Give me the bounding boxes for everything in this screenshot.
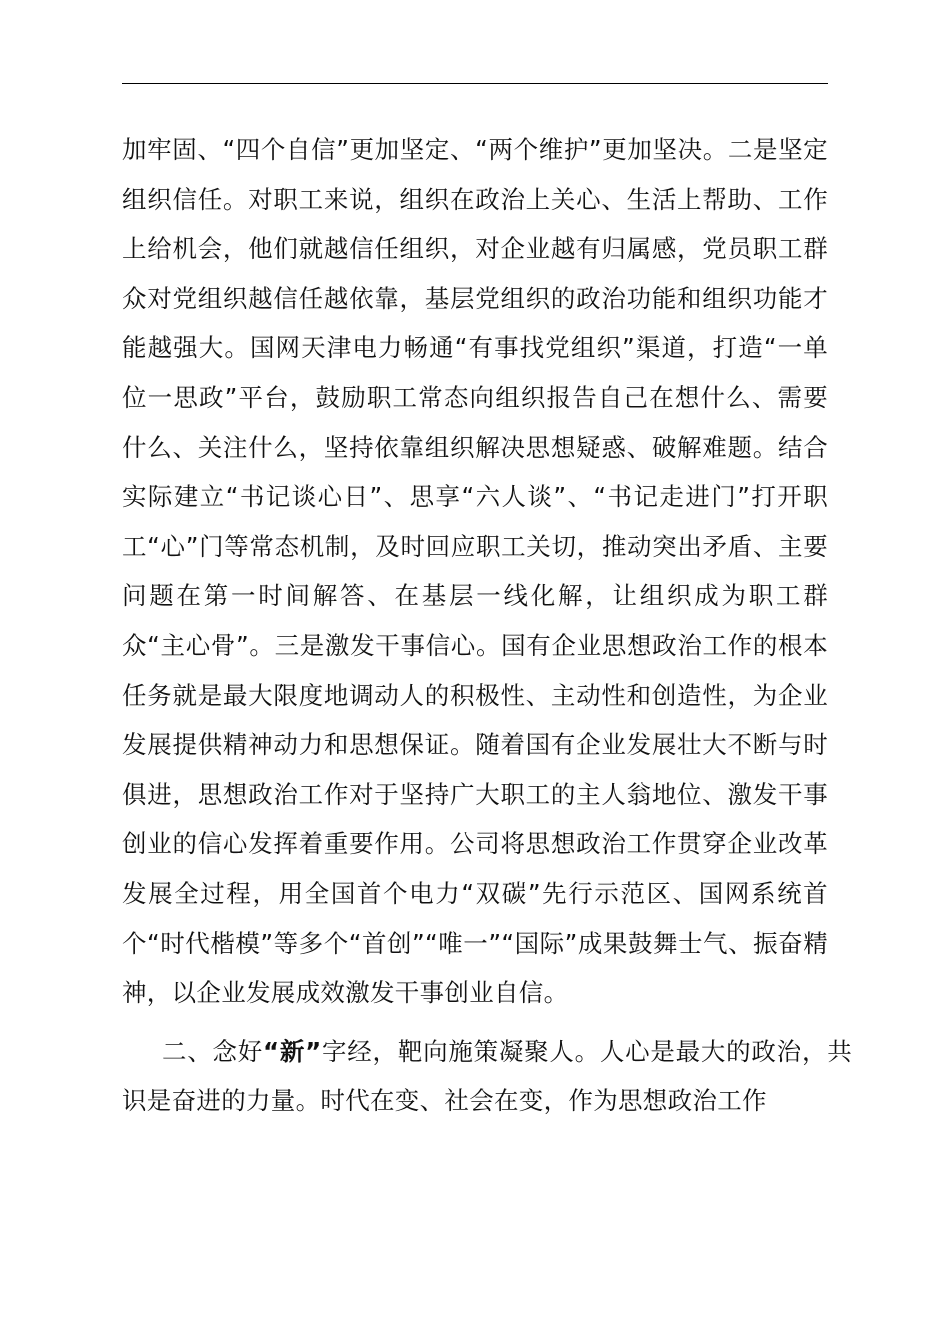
header-rule [122, 83, 828, 84]
paragraph-2-suffix: 字经，靶向施策凝聚人。人心是最大的政治，共识是奋进的力量。时代在变、社会在变，作为思想政治工作 [122, 1036, 853, 1116]
paragraph-2-prefix: 二、念好 [162, 1036, 264, 1066]
paragraph-2 [122, 1027, 852, 1126]
paragraph-2-emphasis: “新” [263, 1036, 322, 1066]
document-body [122, 125, 853, 1126]
paragraph-1: 加牢固、“四个自信”更加坚定、“两个维护”更加坚决。二是坚定组织信任。对职工来说，组织在政治上关心、生活上帮助、工作上给机会，他们就越信任组织，对企业越有归属感，党员职工群众对党组织越信任越依靠，基层党组织的政治功能和组织功能才能越强大。国网天津电力畅通“有事找党组织”渠道，打造“一单位一思政”平台，鼓励职工常态向组织报告自己在想什么、需要什么、关注什么，坚持依靠组织解决思想疑惑、破解难题。结合实际建立“书记谈心日”、思享“六人谈”、“书记走进门”打开职工“心”门等常态机制，及时回应职工关切，推动突出矛盾、主要问题在第一时间解答、在基层一线化解，让组织成为职工群众“主心骨”。三是激发干事信心。国有企业思想政治工作的根本任务就是最大限度地调动人的积极性、主动性和创造性，为企业发展提供精神动力和思想保证。随着国有企业发展壮大不断与时俱进，思想政治工作对于坚持广大职工的主人翁地位、激发干事创业的信心发挥着重要作用。公司将思想政治工作贯穿企业改革发展全过程，用全国首个电力“双碳”先行示范区、国网系统首个“时代楷模”等多个“首创”“唯一”“国际”成果鼓舞士气、振奋精神，以企业发展成效激发干事创业自信。 [122, 135, 828, 1008]
